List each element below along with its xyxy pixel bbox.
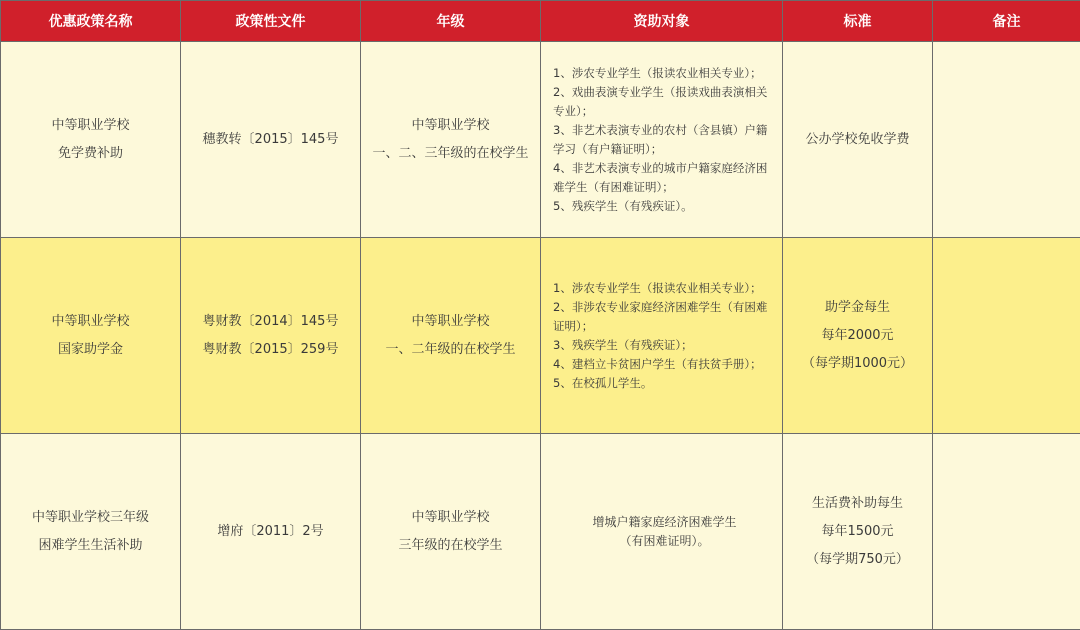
header-policy-document: 政策性文件 xyxy=(181,1,361,42)
policy-name-line: 国家助学金 xyxy=(57,341,123,357)
target-item: （有困难证明）。 xyxy=(619,533,710,548)
grade-line: 中等职业学校 xyxy=(411,117,490,133)
standard-line: 助学金每生 xyxy=(824,299,890,315)
target-item: 3、残疾学生（有残疾证）； xyxy=(553,337,693,352)
policy-name-cell xyxy=(1,238,181,434)
policy-document-cell xyxy=(181,434,361,630)
policy-name-line: 中等职业学校 xyxy=(51,117,130,133)
grade-cell xyxy=(361,42,541,238)
target-item: 2、非涉农专业家庭经济困难学生（有困难证明）； xyxy=(553,299,768,333)
target-item: 1、涉农专业学生（报读农业相关专业）； xyxy=(553,280,762,295)
standard-cell xyxy=(783,42,933,238)
standard-line: （每学期750元） xyxy=(806,551,909,567)
header-standard: 标准 xyxy=(783,1,933,42)
remark-cell xyxy=(933,238,1080,434)
header-row xyxy=(1,1,1080,42)
policy-name-line: 免学费补助 xyxy=(57,145,123,161)
policy-document-cell xyxy=(181,238,361,434)
target-item: 3、非艺术表演专业的农村（含县镇）户籍学习（有户籍证明）； xyxy=(553,122,768,156)
table-row xyxy=(1,238,1080,434)
policy-document-cell xyxy=(181,42,361,238)
grade-line: 一、二、三年级的在校学生 xyxy=(372,145,529,161)
policy-name-cell xyxy=(1,42,181,238)
targets-cell xyxy=(541,434,783,630)
policy-document-line: 粤财教〔2015〕259号 xyxy=(202,341,339,357)
target-item: 4、建档立卡贫困户学生（有扶贫手册）； xyxy=(553,356,762,371)
target-item: 2、戏曲表演专业学生（报读戏曲表演相关专业）； xyxy=(553,84,768,118)
standard-cell xyxy=(783,238,933,434)
header-remark: 备注 xyxy=(933,1,1080,42)
standard-line: 生活费补助每生 xyxy=(811,495,903,511)
grade-cell xyxy=(361,434,541,630)
target-item: 5、残疾学生（有残疾证）。 xyxy=(553,198,693,213)
target-item: 增城户籍家庭经济困难学生 xyxy=(592,514,737,529)
table-row xyxy=(1,434,1080,630)
grade-line: 中等职业学校 xyxy=(411,509,490,525)
grade-cell xyxy=(361,238,541,434)
targets-cell xyxy=(541,42,783,238)
header-grade: 年级 xyxy=(361,1,541,42)
policy-name-cell xyxy=(1,434,181,630)
standard-line: 每年2000元 xyxy=(821,327,894,343)
grade-line: 中等职业学校 xyxy=(411,313,490,329)
target-item: 1、涉农专业学生（报读农业相关专业）； xyxy=(553,65,762,80)
standard-line: 每年1500元 xyxy=(821,523,894,539)
target-item: 5、在校孤儿学生。 xyxy=(553,375,653,390)
remark-cell xyxy=(933,42,1080,238)
standard-line: （每学期1000元） xyxy=(801,355,914,371)
targets-cell xyxy=(541,238,783,434)
header-targets: 资助对象 xyxy=(541,1,783,42)
grade-line: 一、二年级的在校学生 xyxy=(385,341,516,357)
policy-document-line: 穗教转〔2015〕145号 xyxy=(202,131,339,147)
table-row xyxy=(1,42,1080,238)
policy-document-line: 增府〔2011〕2号 xyxy=(217,523,324,539)
header-policy-name: 优惠政策名称 xyxy=(1,1,181,42)
policy-document-line: 粤财教〔2014〕145号 xyxy=(202,313,339,329)
target-item: 4、非艺术表演专业的城市户籍家庭经济困难学生（有困难证明）； xyxy=(553,160,768,194)
remark-cell xyxy=(933,434,1080,630)
standard-line: 公办学校免收学费 xyxy=(805,131,910,147)
policy-name-line: 困难学生生活补助 xyxy=(38,537,143,553)
policy-name-line: 中等职业学校三年级 xyxy=(31,509,149,525)
grade-line: 三年级的在校学生 xyxy=(398,537,503,553)
policy-name-line: 中等职业学校 xyxy=(51,313,130,329)
standard-cell xyxy=(783,434,933,630)
